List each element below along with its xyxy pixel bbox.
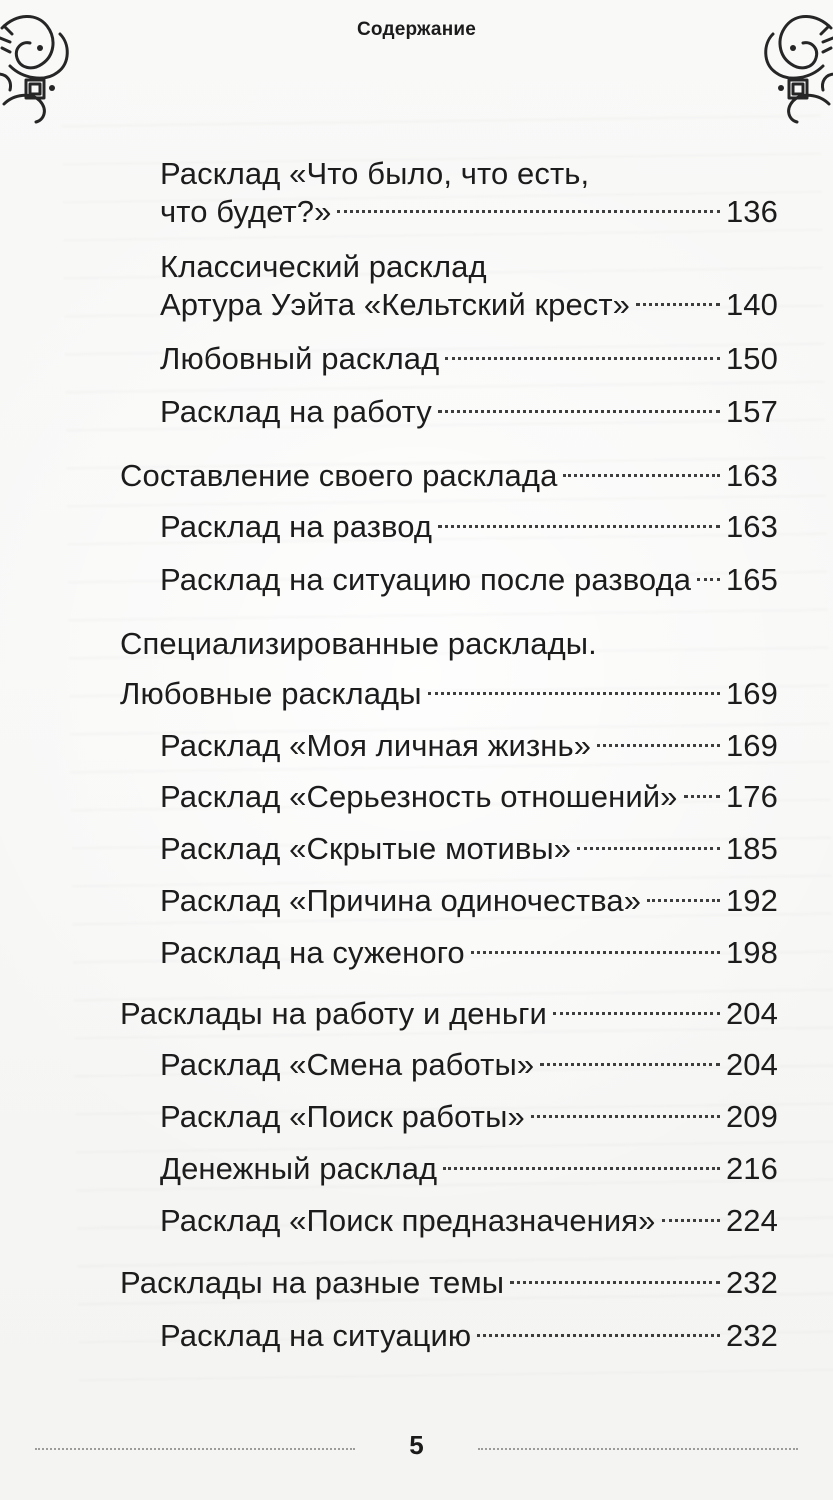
toc-entry-title: Расклад «Скрытые мотивы»: [160, 831, 572, 866]
toc-entry: [160, 393, 778, 431]
dot-leader: [337, 210, 719, 213]
toc-entry: [120, 457, 778, 495]
toc-entry: [160, 727, 778, 765]
toc-entry-title: Расклады на разные темы: [120, 1265, 505, 1300]
toc-entry-page: 198: [725, 935, 778, 970]
toc-entry: [160, 155, 778, 231]
toc-entry-page: 165: [725, 562, 778, 597]
dot-leader: [697, 578, 720, 581]
toc-entry: [160, 882, 778, 920]
toc-entry: [160, 778, 778, 816]
toc-entry-title: Расклад «Поиск предназначения»: [160, 1203, 656, 1238]
toc-entry: [160, 508, 778, 546]
toc-entry-page: 163: [725, 509, 778, 544]
toc-entry-line: [160, 393, 778, 431]
footer-dot-rule-right: [478, 1448, 798, 1450]
dot-leader: [438, 525, 720, 528]
dot-leader: [510, 1281, 720, 1284]
toc-entry: [160, 561, 778, 599]
toc-entry: [160, 1046, 778, 1084]
toc-entry-page: 192: [725, 883, 778, 918]
dot-leader: [531, 1115, 720, 1118]
toc-entry-title: Составление своего расклада: [120, 458, 558, 493]
dot-leader: [563, 474, 720, 477]
dot-leader: [647, 899, 720, 902]
toc-entry-line: [120, 457, 778, 495]
toc-entry-page: 209: [725, 1099, 778, 1134]
toc-entry-title: Расклады на работу и деньги: [120, 996, 547, 1031]
dot-leader: [577, 847, 720, 850]
toc-entry-title: Расклад на развод: [160, 509, 433, 544]
toc-entry: [160, 1098, 778, 1136]
toc-entry-line-1: Классический расклад: [160, 249, 487, 284]
dot-leader: [445, 357, 720, 360]
toc-entry-title: Денежный расклад: [160, 1151, 438, 1186]
toc-entry-page: 232: [725, 1265, 778, 1300]
toc-entry-line: [160, 1150, 778, 1188]
toc-entry-page: 216: [725, 1151, 778, 1186]
toc-entry-page: 185: [725, 831, 778, 866]
toc-entry-line: [120, 1264, 778, 1302]
toc-entry-page: 169: [725, 676, 778, 711]
dot-leader: [662, 1219, 720, 1222]
toc-entry: [160, 248, 778, 324]
toc-entry-title: Расклад «Моя личная жизнь»: [160, 728, 592, 763]
toc-entry-page: 136: [725, 194, 778, 229]
toc-entry-title: Артура Уэйта «Кельтский крест»: [160, 287, 631, 322]
toc-entry-title: что будет?»: [160, 194, 332, 229]
dot-leader: [553, 1012, 720, 1015]
toc-entry-line: [120, 995, 778, 1033]
toc-entry-line: [160, 561, 778, 599]
toc-entry: [120, 675, 778, 713]
toc-entry-title: Расклад «Серьезность отношений»: [160, 779, 678, 814]
toc-entry-line-2: [160, 193, 778, 231]
toc-entry-line: [160, 778, 778, 816]
toc-entry: [160, 1202, 778, 1240]
dot-leader: [684, 795, 720, 798]
toc-entry-page: 176: [725, 779, 778, 814]
toc-entry-title: Расклад «Смена работы»: [160, 1047, 535, 1082]
dot-leader: [540, 1063, 720, 1066]
toc-entry: [120, 995, 778, 1033]
dot-leader: [438, 410, 720, 413]
toc-entry-page: 157: [725, 394, 778, 429]
toc-entry-line: [160, 727, 778, 765]
toc-entry-page: 169: [725, 728, 778, 763]
toc-section-title: Специализированные расклады.: [120, 626, 597, 661]
page-footer: [0, 1430, 833, 1490]
toc-entry-line: [120, 675, 778, 713]
toc-entry-title: Расклад «Поиск работы»: [160, 1099, 525, 1134]
toc-entry-line: [160, 882, 778, 920]
toc-entry-line: [160, 830, 778, 868]
page-number: 5: [409, 1430, 424, 1460]
toc-entry-title: Расклад на работу: [160, 394, 432, 429]
toc-section-label: [120, 625, 778, 663]
toc-entry-line: [160, 1317, 778, 1355]
toc-entry-title: Любовные расклады: [120, 676, 422, 711]
toc-entry: [160, 1150, 778, 1188]
toc-entry: [160, 1317, 778, 1355]
toc-entry: [120, 1264, 778, 1302]
dot-leader: [597, 744, 720, 747]
toc-entry-page: 150: [725, 341, 778, 376]
toc-entry: [160, 934, 778, 972]
toc-entry-line: [160, 934, 778, 972]
toc-entry-line-2: [160, 286, 778, 324]
toc-entry-title: Расклад на суженого: [160, 935, 465, 970]
toc-entry-title: Расклад на ситуацию: [160, 1318, 472, 1353]
toc-entry-line-1: Расклад «Что было, что есть,: [160, 156, 590, 191]
toc-entry-page: 140: [725, 287, 778, 322]
toc-entry-page: 204: [725, 1047, 778, 1082]
dot-leader: [477, 1334, 720, 1337]
toc-entry-page: 163: [725, 458, 778, 493]
dot-leader: [471, 951, 720, 954]
dot-leader: [443, 1167, 720, 1170]
toc-entry: [160, 830, 778, 868]
toc-entry-page: 204: [725, 996, 778, 1031]
toc-entry-page: 224: [725, 1203, 778, 1238]
toc-entry-page: 232: [725, 1318, 778, 1353]
toc-entry-title: Расклад «Причина одиночества»: [160, 883, 642, 918]
toc-entry-line: [160, 508, 778, 546]
dot-leader: [636, 303, 720, 306]
toc-entry-line: [160, 340, 778, 378]
toc-entry-title: Любовный расклад: [160, 341, 440, 376]
dot-leader: [428, 692, 720, 695]
page-title: Содержание: [356, 19, 477, 40]
toc-entry-line: [160, 1046, 778, 1084]
toc-entry-line: [160, 1098, 778, 1136]
toc-entry-title: Расклад на ситуацию после развода: [160, 562, 692, 597]
toc-entry: [160, 340, 778, 378]
toc-entry-line: [160, 1202, 778, 1240]
